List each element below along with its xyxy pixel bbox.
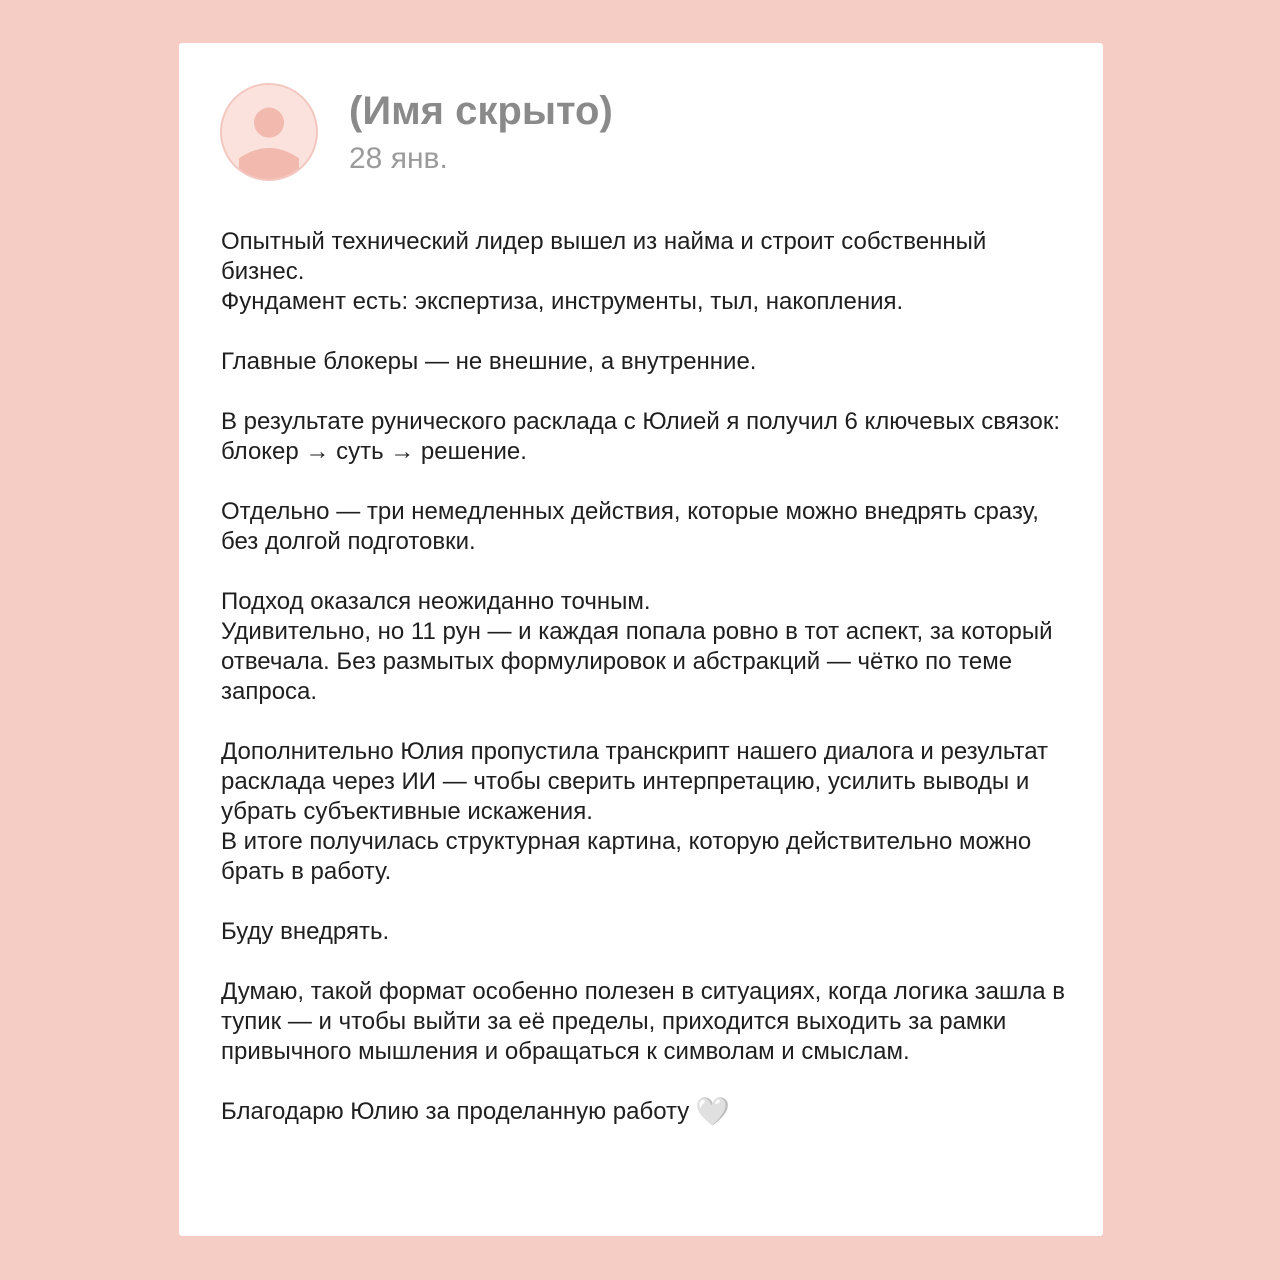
review-paragraph: Главные блокеры — не внешние, а внутренние.: [221, 348, 757, 375]
closing-text: Благодарю Юлию за проделанную работу: [221, 1098, 690, 1125]
closing-line: [221, 1097, 1071, 1127]
review-paragraph: Отдельно — три немедленных действия, которые можно внедрять сразу, без долгой подготовки.: [221, 498, 1039, 555]
review-paragraph: Думаю, такой формат особенно полезен в ситуациях, когда логика зашла в тупик — и чтобы выйти за её пределы, приходится выходить за рамки привычного мышления и обращаться к символам и смыслам.: [221, 978, 1065, 1065]
review-text: [221, 227, 1071, 1127]
post-date: 28 янв.: [349, 142, 448, 175]
review-paragraph: Буду внедрять.: [221, 918, 390, 945]
review-paragraph: Дополнительно Юлия пропустила транскрипт нашего диалога и результат расклада через ИИ — чтобы сверить интерпретацию, усилить выводы и убрать субъективные искажения. В итоге получилась структурная картина, которую действительно можно брать в работу.: [221, 738, 1049, 885]
review-paragraph: Подход оказался неожиданно точным. Удивительно, но 11 рун — и каждая попала ровно в тот аспект, за который отвечала. Без размытых формулировок и абстракций — чётко по теме запроса.: [221, 588, 1053, 705]
review-paragraph: Опытный технический лидер вышел из найма и строит собственный бизнес. Фундамент есть: экспертиза, инструменты, тыл, накопления.: [221, 228, 987, 315]
avatar: [220, 83, 318, 181]
white-heart-icon: 🤍: [695, 1096, 731, 1127]
user-placeholder-icon: [222, 85, 316, 179]
review-card: [179, 43, 1103, 1236]
review-paragraph: В результате рунического расклада с Юлией я получил 6 ключевых связок: блокер → суть → решение.: [221, 408, 1060, 465]
author-name: (Имя скрыто): [349, 89, 613, 133]
